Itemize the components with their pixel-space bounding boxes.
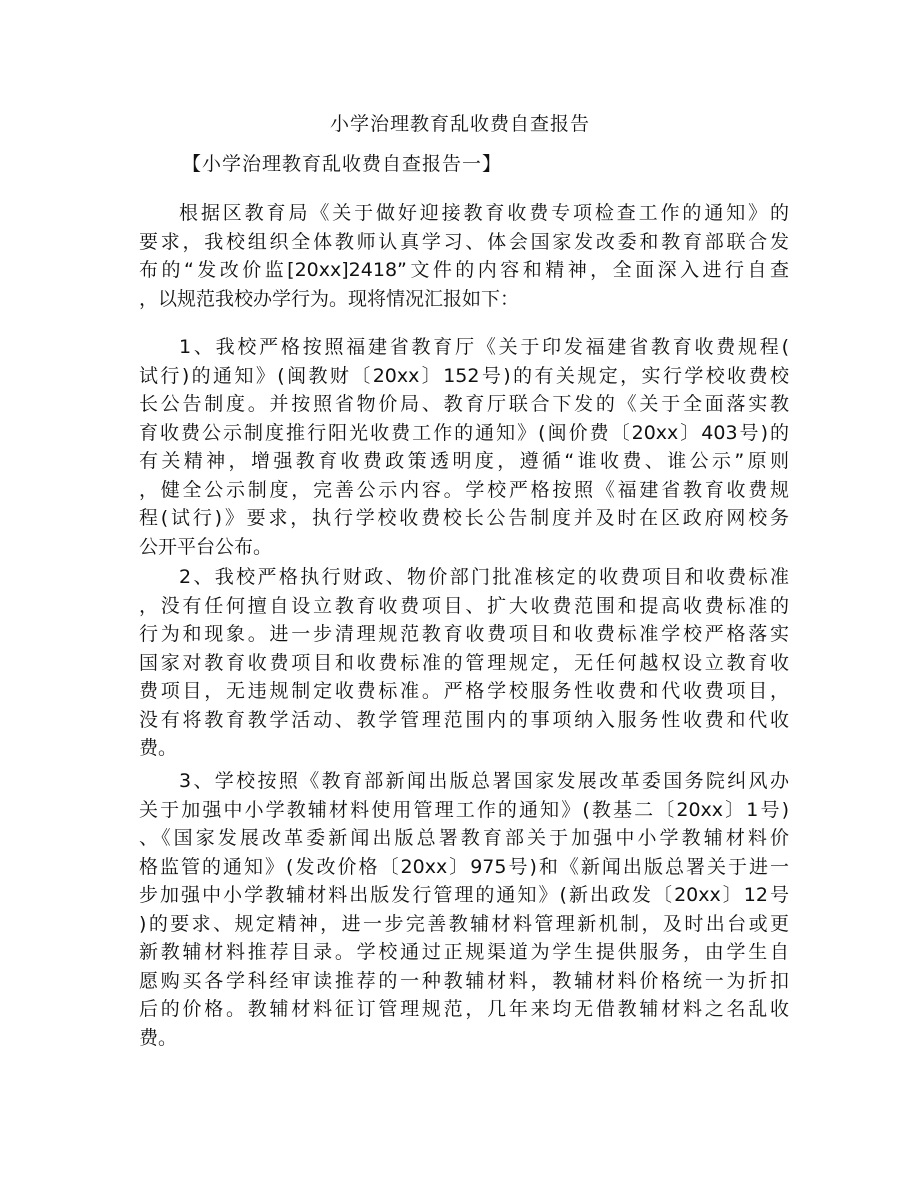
paragraph-line: 长公告制度。并按照省物价局、教育厅联合下发的《关于全面落实教 (139, 393, 789, 415)
paragraph-line: 育收费公示制度推行阳光收费工作的通知》(闽价费〔20xx〕403号)的 (139, 421, 789, 444)
document-subtitle: 【小学治理教育乱收费自查报告一】 (182, 153, 503, 175)
paragraph-line: 要求，我校组织全体教师认真学习、体会国家发改委和教育部联合发 (139, 230, 789, 253)
paragraph-line: 后的价格。教辅材料征订管理规范，几年来均无借教辅材料之名乱收 (139, 998, 789, 1020)
paragraph-item-3 (139, 767, 789, 1052)
paragraph-line: 布的“发改价监[20xx]2418”文件的内容和精神，全面深入进行自查 (139, 259, 789, 281)
paragraph-line: 愿购买各学科经审读推荐的一种教辅材料，教辅材料价格统一为折扣 (139, 969, 789, 992)
paragraph-line: 有关精神，增强教育收费政策透明度，遵循“谁收费、谁公示”原则 (139, 450, 789, 472)
paragraph-line: 费。 (139, 1026, 178, 1049)
paragraph-line: 新教辅材料推荐目录。学校通过正规渠道为学生提供服务，由学生自 (139, 941, 789, 963)
paragraph-item-2 (139, 563, 789, 763)
paragraph-line: ，没有任何擅自设立教育收费项目、扩大收费范围和提高收费标准的 (139, 594, 789, 617)
paragraph-line: 费。 (139, 737, 178, 759)
paragraph-line: 2、我校严格执行财政、物价部门批准核定的收费项目和收费标准 (179, 566, 789, 588)
paragraph-intro (139, 199, 789, 313)
paragraph-item-1 (139, 333, 789, 561)
paragraph-line: 行为和现象。进一步清理规范教育收费项目和收费标准学校严格落实 (139, 623, 789, 645)
paragraph-line: 、《国家发展改革委新闻出版总署教育部关于加强中小学教辅材料价 (139, 827, 789, 849)
paragraph-line: 公开平台公布。 (139, 535, 273, 558)
paragraph-line: 国家对教育收费项目和收费标准的管理规定，无任何越权设立教育收 (139, 651, 789, 674)
document-title: 小学治理教育乱收费自查报告 (329, 113, 590, 135)
paragraph-line: 没有将教育教学活动、教学管理范围内的事项纳入服务性收费和代收 (139, 708, 789, 731)
paragraph-line: 1、我校严格按照福建省教育厅《关于印发福建省教育收费规程( (179, 336, 789, 358)
paragraph-line: 关于加强中小学教辅材料使用管理工作的通知》(教基二〔20xx〕1号) (139, 798, 789, 821)
paragraph-line: 根据区教育局《关于做好迎接教育收费专项检查工作的通知》的 (179, 202, 789, 224)
paragraph-line: 格监管的通知》(发改价格〔20xx〕975号)和《新闻出版总署关于进一 (139, 855, 789, 878)
paragraph-line: 步加强中小学教辅材料出版发行管理的通知》(新出政发〔20xx〕12号 (139, 884, 789, 906)
paragraph-line: 程(试行)》要求，执行学校收费校长公告制度并及时在区政府网校务 (139, 507, 789, 529)
paragraph-line: 费项目，无违规制定收费标准。严格学校服务性收费和代收费项目， (139, 680, 789, 702)
paragraph-line: ，健全公示制度，完善公示内容。学校严格按照《福建省教育收费规 (139, 478, 789, 501)
paragraph-line: ，以规范我校办学行为。现将情况汇报如下： (139, 287, 520, 310)
paragraph-line: 3、学校按照《教育部新闻出版总署国家发展改革委国务院纠风办 (179, 770, 789, 792)
paragraph-line: )的要求、规定精神，进一步完善教辅材料管理新机制，及时出台或更 (139, 912, 789, 935)
paragraph-line: 试行)的通知》(闽教财〔20xx〕152号)的有关规定，实行学校收费校 (139, 364, 789, 387)
